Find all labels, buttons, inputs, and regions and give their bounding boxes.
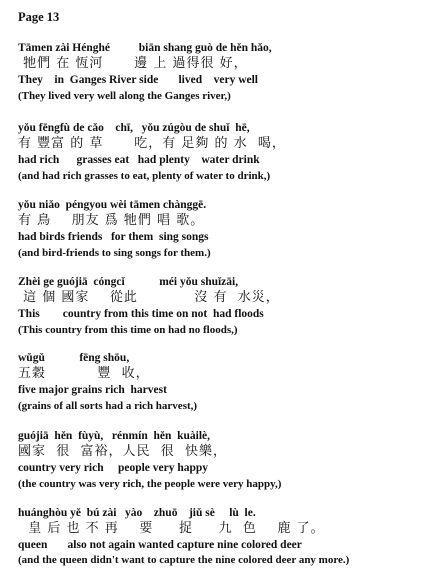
stanza-3-hanzi: 有 鳥 朋友 爲 牠們 唱 歌。 xyxy=(18,213,205,228)
stanza-4-gloss: This country from this time on not had floods xyxy=(18,308,264,320)
stanza-1-pinyin: Tāmen zài Hénghé biān shang guò de hěn hǎo, xyxy=(18,42,272,54)
stanza-4-translation: (This country from this time on had no floods,) xyxy=(18,324,238,336)
stanza-2-translation: (and had rich grasses to eat, plenty of water to drink,) xyxy=(18,170,271,182)
stanza-6-translation: (the country was very rich, the people were very happy,) xyxy=(18,478,282,490)
stanza-6-gloss: country very rich people very happy xyxy=(18,462,209,474)
stanza-7-gloss: queen also not again wanted capture nine colored deer xyxy=(18,539,302,551)
stanza-7-translation: (and the queen didn't want to capture the nine colored deer any more.) xyxy=(18,554,350,566)
stanza-2-pinyin: yǒu fēngfù de cǎo chī, yǒu zúgòu de shuǐ hē, xyxy=(18,122,250,134)
stanza-7-pinyin: huánghòu yě bú zài yào zhuō jiǔ sè lù le. xyxy=(18,507,256,519)
stanza-2-gloss: had rich grasses eat had plenty water drink xyxy=(18,154,260,166)
stanza-3-pinyin: yǒu niǎo péngyou wèi tāmen chànggē. xyxy=(18,199,207,211)
stanza-5-hanzi: 五穀 豐 收， xyxy=(18,366,150,381)
stanza-5-translation: (grains of all sorts had a rich harvest,) xyxy=(18,400,198,412)
stanza-1-hanzi: 牠們 在 恆河 邊 上 過得很 好， xyxy=(18,56,248,71)
stanza-5-gloss: five major grains rich harvest xyxy=(18,384,167,396)
stanza-2-hanzi: 有 豐富 的 草 吃，有 足夠 的 水 喝， xyxy=(18,136,286,151)
stanza-6-pinyin: guójiā hěn fùyù, rénmín hěn kuàilè, xyxy=(18,430,211,442)
page-number: Page 13 xyxy=(18,10,60,24)
stanza-3-gloss: had birds friends for them sing songs xyxy=(18,231,209,243)
stanza-4-hanzi: 這 個 國家 從此 沒 有 水災， xyxy=(18,290,280,305)
stanza-1-gloss: They in Ganges River side lived very well xyxy=(18,74,259,86)
stanza-3-translation: (and bird-friends to sing songs for them.) xyxy=(18,247,211,259)
stanza-7-hanzi: 皇 后 也 不 再 要 捉 九 色 鹿 了。 xyxy=(18,521,325,536)
stanza-4-pinyin: Zhèi ge guójiā cóngcǐ méi yǒu shuǐzāi, xyxy=(18,276,239,288)
stanza-5-pinyin: wǔgǔ fēng shōu, xyxy=(18,352,130,364)
stanza-6-hanzi: 國家 很 富裕，人民 很 快樂， xyxy=(18,444,228,459)
stanza-1-translation: (They lived very well along the Ganges river,) xyxy=(18,90,231,102)
